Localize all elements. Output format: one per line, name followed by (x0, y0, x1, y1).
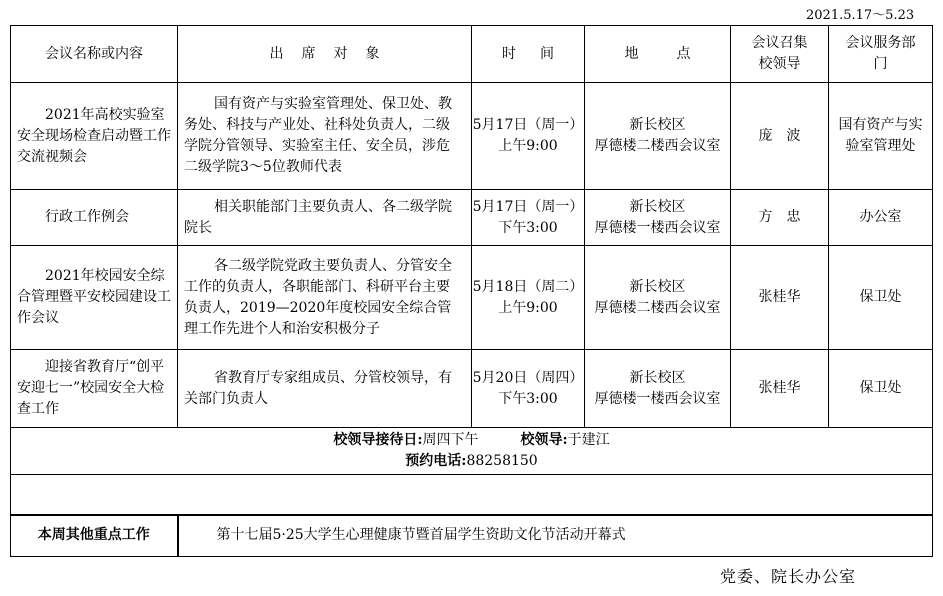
date-range: 2021.5.17～5.23 (806, 8, 915, 23)
other-work-content: 第十七届5·25大学生心理健康节暨首届学生资助文化节活动开幕式 (178, 515, 933, 557)
meeting-schedule-table (10, 25, 933, 557)
meeting-place (585, 246, 731, 350)
phone-value: 88258150 (466, 453, 538, 469)
meeting-attendees: 各二级学院党政主要负责人、分管安全工作的负责人，各职能部门、科研平台主要负责人，2019—2020年度校园安全综合管理工作先进个人和治安积极分子 (178, 246, 472, 350)
blank-cell (11, 475, 933, 515)
meeting-hour: 上午9:00 (498, 138, 558, 154)
reception-leader-value: 于建江 (567, 432, 610, 448)
meeting-dept: 保卫处 (829, 246, 933, 350)
table-row (11, 246, 933, 350)
meeting-leader: 庞 波 (731, 83, 829, 190)
reception-label: 校领导接待日: (333, 432, 423, 448)
meeting-time (472, 190, 585, 246)
meeting-attendees: 省教育厅专家组成员、分管校领导，有关部门负责人 (178, 350, 472, 428)
meeting-name: 行政工作例会 (11, 190, 178, 246)
table-row (11, 190, 933, 246)
meeting-attendees: 相关职能部门主要负责人、各二级学院院长 (178, 190, 472, 246)
meeting-attendees: 国有资产与实验室管理处、保卫处、教务处、科技与产业处、社科处负责人，二级学院分管领导、实验室主任、安全员，涉危二级学院3～5位教师代表 (178, 83, 472, 190)
header-service: 会议服务部门 (829, 26, 933, 83)
header-name: 会议名称或内容 (11, 26, 178, 83)
meeting-place (585, 83, 731, 190)
meeting-campus: 新长校区 (629, 369, 686, 386)
meeting-hour: 下午3:00 (498, 219, 558, 236)
reception-row (11, 428, 933, 475)
meeting-leader: 张桂华 (731, 350, 829, 428)
meeting-campus: 新长校区 (629, 278, 686, 295)
meeting-campus: 新长校区 (629, 198, 686, 215)
header-time: 时间 (472, 26, 585, 83)
header-attendees: 出席对象 (178, 26, 472, 83)
meeting-leader: 方 忠 (731, 190, 829, 246)
phone-line (11, 451, 932, 472)
header-row (11, 26, 933, 83)
header-convener: 会议召集校领导 (731, 26, 829, 83)
meeting-date: 5月17日（周一） (472, 117, 584, 133)
header-place: 地点 (585, 26, 731, 83)
meeting-place (585, 190, 731, 246)
meeting-time (472, 350, 585, 428)
meeting-dept: 保卫处 (829, 350, 933, 428)
meeting-place (585, 350, 731, 428)
reception-info (11, 428, 933, 475)
meeting-hour: 上午9:00 (498, 299, 558, 316)
other-work-label: 本周其他重点工作 (11, 515, 178, 557)
meeting-name: 迎接省教育厅“创平安迎七一”校园安全大检查工作 (11, 350, 178, 428)
other-work-row (11, 515, 933, 557)
reception-line (11, 430, 932, 451)
reception-leader-label: 校领导: (520, 432, 568, 448)
table-row (11, 83, 933, 190)
meeting-date: 5月18日（周二） (472, 278, 584, 295)
phone-label: 预约电话: (405, 453, 467, 469)
meeting-room: 厚德楼二楼西会议室 (594, 299, 721, 316)
reception-value: 周四下午 (422, 432, 479, 448)
meeting-campus: 新长校区 (629, 117, 686, 133)
meeting-dept: 国有资产与实验室管理处 (829, 83, 933, 190)
blank-row (11, 475, 933, 515)
meeting-leader: 张桂华 (731, 246, 829, 350)
table-row (11, 350, 933, 428)
meeting-dept: 办公室 (829, 190, 933, 246)
meeting-date: 5月20日（周四） (472, 369, 584, 386)
meeting-name: 2021年校园安全综合管理暨平安校园建设工作会议 (11, 246, 178, 350)
meeting-time (472, 246, 585, 350)
meeting-time (472, 83, 585, 190)
issuing-office: 党委、院长办公室 (720, 567, 857, 586)
meeting-name: 2021年高校实验室安全现场检查启动暨工作交流视频会 (11, 83, 178, 190)
meeting-room: 厚德楼一楼西会议室 (594, 390, 721, 407)
meeting-hour: 下午3:00 (498, 390, 558, 407)
meeting-date: 5月17日（周一） (472, 198, 584, 215)
meeting-room: 厚德楼二楼西会议室 (594, 138, 721, 154)
meeting-room: 厚德楼一楼西会议室 (594, 219, 721, 236)
